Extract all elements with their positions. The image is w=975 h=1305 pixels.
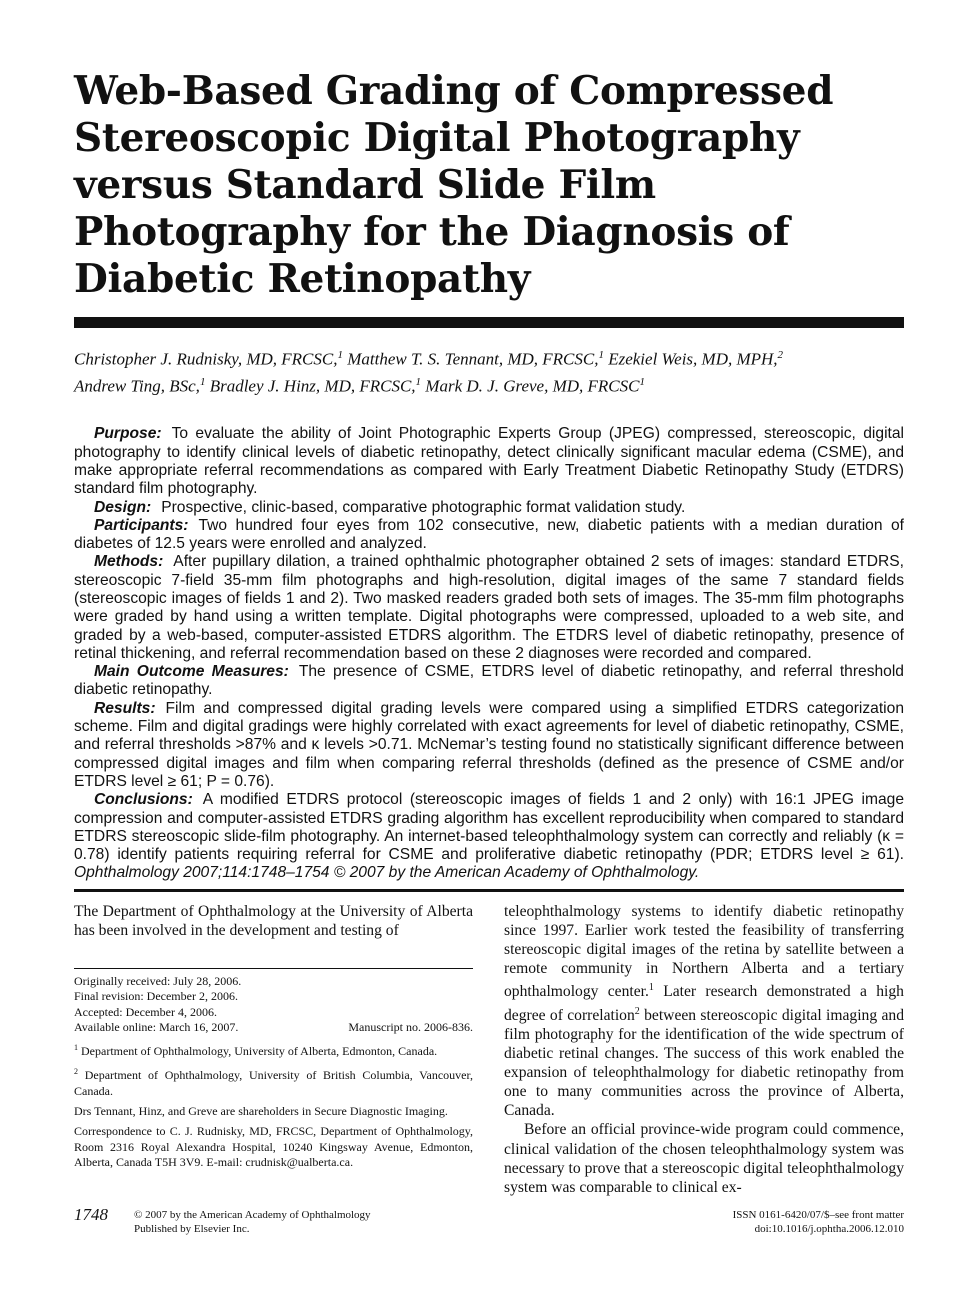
abstract-label: Purpose:	[94, 425, 162, 443]
abstract-participants	[74, 517, 904, 554]
article-title: Web-Based Grading of Compressed Stereoscopic Digital Photography versus Standard Slide Film Photography for the Diagnosis of Diabetic Retinopathy	[74, 68, 834, 302]
disclosure-note: Drs Tennant, Hinz, and Greve are shareholders in Secure Diagnostic Imaging.	[74, 1104, 448, 1119]
abstract-methods	[74, 553, 904, 663]
abstract	[74, 425, 904, 882]
author: Matthew T. S. Tennant, MD, FRCSC,	[347, 349, 599, 369]
title-rule	[74, 317, 904, 328]
abstract-text: Prospective, clinic-based, comparative photographic format validation study.	[161, 498, 686, 516]
body-text: Later research demonstrated a high degree of correlation	[504, 983, 904, 1024]
reference-mark: 1	[648, 982, 654, 994]
footnote-rule	[74, 968, 473, 969]
abstract-label: Participants:	[94, 516, 189, 534]
body-text: teleophthalmology systems to identify diabetic retinopathy since 1997. Earlier work tested the feasibility of transferring stereoscopic digital images of the retina by satellite between a remote community in Northern Alberta and a tertiary ophthalmology center.	[504, 903, 904, 1001]
copyright: © 2007 by the American Academy of Ophthalmology	[134, 1209, 371, 1221]
author: Andrew Ting, BSc,	[74, 376, 200, 396]
online-date: Available online: March 16, 2007.	[74, 1019, 239, 1034]
right-column	[504, 902, 904, 1197]
intro-paragraph: The Department of Ophthalmology at the University of Alberta has been involved in the development and testing of	[74, 903, 473, 940]
manuscript-dates	[74, 974, 473, 1035]
author: Mark D. J. Greve, MD, FRCSC	[425, 376, 640, 396]
doi: doi:10.1016/j.ophtha.2006.12.010	[754, 1223, 904, 1235]
page-footer	[74, 1205, 904, 1248]
abstract-text: Film and compressed digital grading levels were compared using a simplified ETDRS categorization scheme. Film and digital gradings were highly correlated with exact agreements for level of diabetic retinopathy, CSME, and referral thresholds >87% and κ levels >0.71. McNemar’s testing found no statistically significant difference between compressed digital images and film when comparing referral thresholds (defined as the presence of CSME and/or ETDRS level ≥ 61; P = 0.76).	[74, 699, 904, 790]
author: Bradley J. Hinz, MD, FRCSC,	[209, 376, 416, 396]
article-page	[74, 60, 905, 1196]
body-paragraph: Before an official province-wide program could commence, clinical validation of the chosen teleophthalmology system was necessary to prove that a stereoscopic digital teleophthalmology system was comparable to clinical ex-	[504, 1121, 904, 1196]
abstract-label: Results:	[94, 699, 156, 717]
manuscript-number: Manuscript no. 2006-836.	[348, 1019, 473, 1034]
abstract-label: Conclusions:	[94, 791, 193, 809]
affiliation-mark: 1	[337, 349, 343, 361]
issn-doi	[733, 1208, 904, 1236]
page-number: 1748	[74, 1205, 108, 1224]
abstract-design	[74, 499, 904, 517]
received-date: Originally received: July 28, 2006.	[74, 974, 242, 988]
publisher: Published by Elsevier Inc.	[134, 1223, 250, 1235]
abstract-results	[74, 700, 904, 791]
abstract-text: The presence of CSME, ETDRS level of diabetic retinopathy, and referral threshold diabetic retinopathy.	[74, 663, 904, 699]
affiliation-mark: 2	[777, 349, 784, 361]
journal-citation: Ophthalmology 2007;114:1748–1754 © 2007 by the American Academy of Ophthalmology.	[74, 864, 700, 882]
abstract-purpose	[74, 425, 904, 498]
affiliation-mark: 1	[199, 375, 206, 388]
abstract-text: After pupillary dilation, a trained ophthalmic photographer obtained 2 sets of images: standard ETDRS, stereoscopic 7-field 35-mm film photographs and high-resolution, digital images of the same 7 standard fields (stereoscopic images of fields 1 and 2). Two masked readers graded both sets of images. The 35-mm film photographs were graded by hand using a written template. Digital photographs were compressed, uploaded to a web site, and graded by a web-based, computer-assisted ETDRS algorithm. The ETDRS level of diabetic retinopathy, presence of retinal thickening, and referral recommendation based on these 2 diagnoses were recorded and compared.	[74, 553, 904, 662]
left-column	[74, 902, 473, 940]
abstract-text: To evaluate the ability of Joint Photographic Experts Group (JPEG) compressed, stereoscopic, digital photography to identify clinical levels of diabetic retinopathy, detect clinically significant macular edema (CSME), and make appropriate referral recommendations as compared with Early Treatment Diabetic Retinopathy Study (ETDRS) standard film photography.	[74, 425, 904, 498]
abstract-text: A modified ETDRS protocol (stereoscopic images of fields 1 and 2 only) with 16:1 JPEG image compression and computer-assisted ETDRS grading algorithm has excellent reproducibility when compared to standard ETDRS stereoscopic slide-film photography. An internet-based teleophthalmology system can correctly and reliably (κ = 0.78) identify patients requiring referral for CSME and proliferative diabetic retinopathy (PDR; ETDRS level ≥ 61).	[74, 791, 904, 864]
footnotes	[74, 974, 473, 1175]
body-text: between stereoscopic digital imaging and film photography for the identification of the wide spectrum of diabetic retinal changes. The success of this work enabled the expansion of teleophthalmology for diabetic retinopathy from one to many communities across the province of Alberta, Canada.	[504, 1006, 905, 1120]
affiliation-number: 2	[74, 1067, 78, 1077]
abstract-label: Design:	[94, 498, 152, 516]
online-row	[74, 1020, 473, 1035]
affiliation-1	[74, 1040, 473, 1059]
abstract-text: Two hundred four eyes from 102 consecutive, new, diabetic patients with a median duration of diabetes of 12.5 years were enrolled and analyzed.	[74, 516, 904, 553]
affiliation-text: Department of Ophthalmology, University of Alberta, Edmonton, Canada.	[81, 1044, 438, 1059]
abstract-outcome	[74, 663, 904, 700]
abstract-rule	[74, 889, 904, 892]
author-line-1	[74, 344, 904, 371]
author: Christopher J. Rudnisky, MD, FRCSC,	[74, 349, 338, 369]
affiliation-mark: 1	[639, 375, 645, 388]
affiliation-mark: 1	[415, 375, 422, 388]
accepted-date: Accepted: December 4, 2006.	[74, 1004, 217, 1019]
affiliation-text: Department of Ophthalmology, University of British Columbia, Vancouver, Canada.	[74, 1068, 474, 1098]
author-line-2	[74, 371, 904, 398]
abstract-conclusions	[74, 791, 904, 882]
revision-date: Final revision: December 2, 2006.	[74, 989, 238, 1004]
issn: ISSN 0161-6420/07/$–see front matter	[732, 1209, 904, 1221]
author-list	[74, 344, 904, 397]
affiliation-2	[74, 1064, 473, 1099]
abstract-label: Methods:	[94, 553, 164, 571]
correspondence-note: Correspondence to C. J. Rudnisky, MD, FRCSC, Department of Ophthalmology, Room 2316 Royal Alexandra Hospital, 10240 Kingsway Avenue, Edmonton, Alberta, Canada T5H 3V9. E-mail: crudnisk@ualberta.ca.	[74, 1124, 473, 1169]
affiliation-number: 1	[74, 1043, 78, 1053]
affiliation-mark: 1	[598, 349, 604, 361]
abstract-label: Main Outcome Measures:	[94, 663, 289, 681]
author: Ezekiel Weis, MD, MPH,	[608, 349, 778, 369]
reference-mark: 2	[634, 1005, 640, 1017]
body-paragraph	[504, 902, 904, 1120]
publisher-info	[134, 1208, 371, 1236]
